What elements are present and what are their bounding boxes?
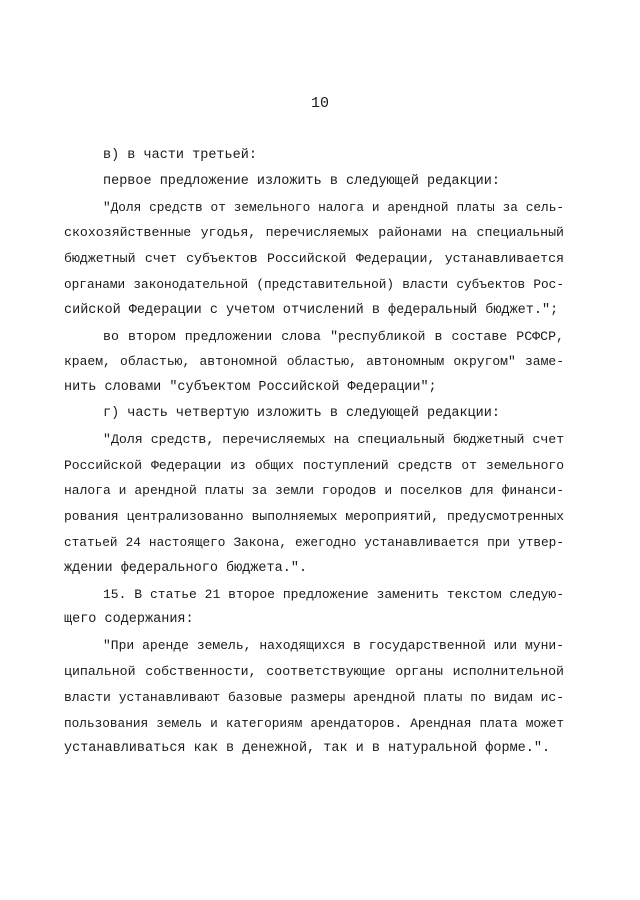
text-line: краем, областью, автономной областью, автономным округом" заме- [64, 354, 564, 370]
text-line: "Доля средств, перечисляемых на специальный бюджетный счет [103, 431, 565, 447]
text-line: "При аренде земель, находящихся в государственной или муни- [103, 638, 564, 654]
text-line: щего содержания: [64, 612, 194, 628]
text-line: скохозяйственные угодья, перечисляемых районами на специальный [64, 225, 564, 241]
text-line: налога и арендной платы за земли городов и поселков для финанси- [64, 483, 564, 499]
text-line: устанавливаться как в денежной, так и в натуральной форме.". [64, 741, 551, 757]
text-line: "Доля средств от земельного налога и арендной платы за сель- [103, 199, 564, 215]
text-line: сийской Федерации с учетом отчислений в федеральный бюджет."; [64, 302, 559, 318]
text-line: рования централизованно выполняемых мероприятий, предусмотренных [64, 509, 564, 525]
text-line: органами законодательной (представительной) власти субъектов Рос- [64, 276, 564, 292]
text-line: статьей 24 настоящего Закона, ежегодно устанавливается при утвер- [64, 534, 564, 550]
text-line: Российской Федерации из общих поступлений средств от земельного [64, 457, 564, 473]
text-line: первое предложение изложить в следующей редакции: [103, 173, 500, 189]
text-line: власти устанавливают базовые размеры арендной платы по видам ис- [64, 689, 564, 705]
text-line: бюджетный счет субъектов Российской Федерации, устанавливается [64, 251, 564, 267]
page-number: 10 [310, 95, 329, 112]
text-line: ципальной собственности, соответствующие органы исполнительной [64, 663, 564, 679]
text-line: пользования земель и категориям арендаторов. Арендная плата может [64, 715, 564, 731]
text-line: нить словами "субъектом Российской Федерации"; [64, 380, 437, 396]
document-body [64, 143, 564, 762]
text-line: 15. В статье 21 второе предложение заменить текстом следую- [103, 586, 564, 602]
text-line: г) часть четвертую изложить в следующей редакции: [103, 405, 500, 421]
text-line: во втором предложении слова "республикой в составе РСФСР, [103, 328, 564, 344]
text-line: в) в части третьей: [103, 148, 257, 163]
text-line: ждении федерального бюджета.". [64, 560, 308, 576]
